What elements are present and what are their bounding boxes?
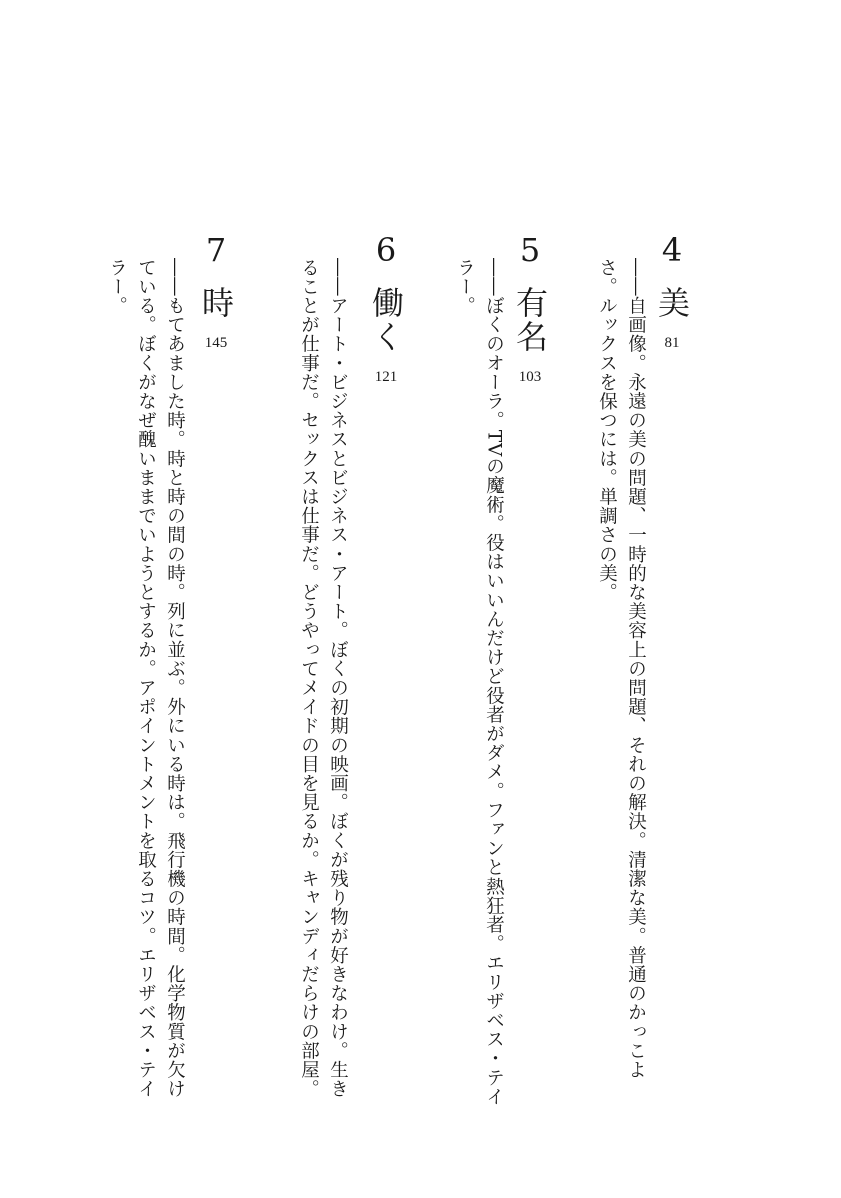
chapter-heading [360, 232, 412, 386]
chapter-5-entry [410, 232, 610, 1112]
chapter-heading [190, 232, 242, 352]
chapter-title: 有名 [511, 286, 549, 354]
chapter-summary: ――アート・ビジネスとビジネス・アート。ぼくの初期の映画。ぼくが残り物が好きなわけ。生きることが仕事だ。セックスは仕事だ。どうやってメイドの目を見るか。キャンディだらけの部屋。 [298, 258, 349, 1099]
chapter-title: 働く [367, 286, 405, 354]
chapter-heading [646, 232, 698, 352]
chapter-6-entry [230, 232, 430, 1112]
chapter-number: 6 [375, 231, 397, 269]
chapter-title: 時 [197, 286, 235, 320]
chapter-7-entry [60, 232, 260, 1112]
chapter-summary: ――もてあました時。時と時の間の時。列に並ぶ。外にいる時は。飛行機の時間。化学物質が欠けている。ぼくがなぜ醜いままでいようとするか。アポイントメントを取るコツ。エリザベス・テイラー。 [106, 258, 186, 1099]
chapter-summary: ――自画像。永遠の美の問題、一時的な美容上の問題、それの解決。清潔な美。普通のかっこよさ。ルックスを保つには。単調さの美。 [596, 258, 647, 1080]
chapter-page-number: 103 [518, 369, 542, 385]
chapter-summary: ――ぼくのオーラ。TVの魔術。役はいいんだけど役者がダメ。ファンと熱狂者。エリザベス・テイラー。 [454, 258, 505, 1107]
chapter-page-number: 121 [374, 369, 398, 385]
chapter-page-number: 145 [204, 335, 228, 351]
chapter-heading [504, 232, 556, 386]
chapter-page-number: 81 [664, 335, 680, 351]
chapter-number: 4 [661, 231, 683, 269]
chapter-title: 美 [653, 286, 691, 320]
chapter-number: 5 [519, 231, 541, 269]
chapter-number: 7 [205, 231, 227, 269]
